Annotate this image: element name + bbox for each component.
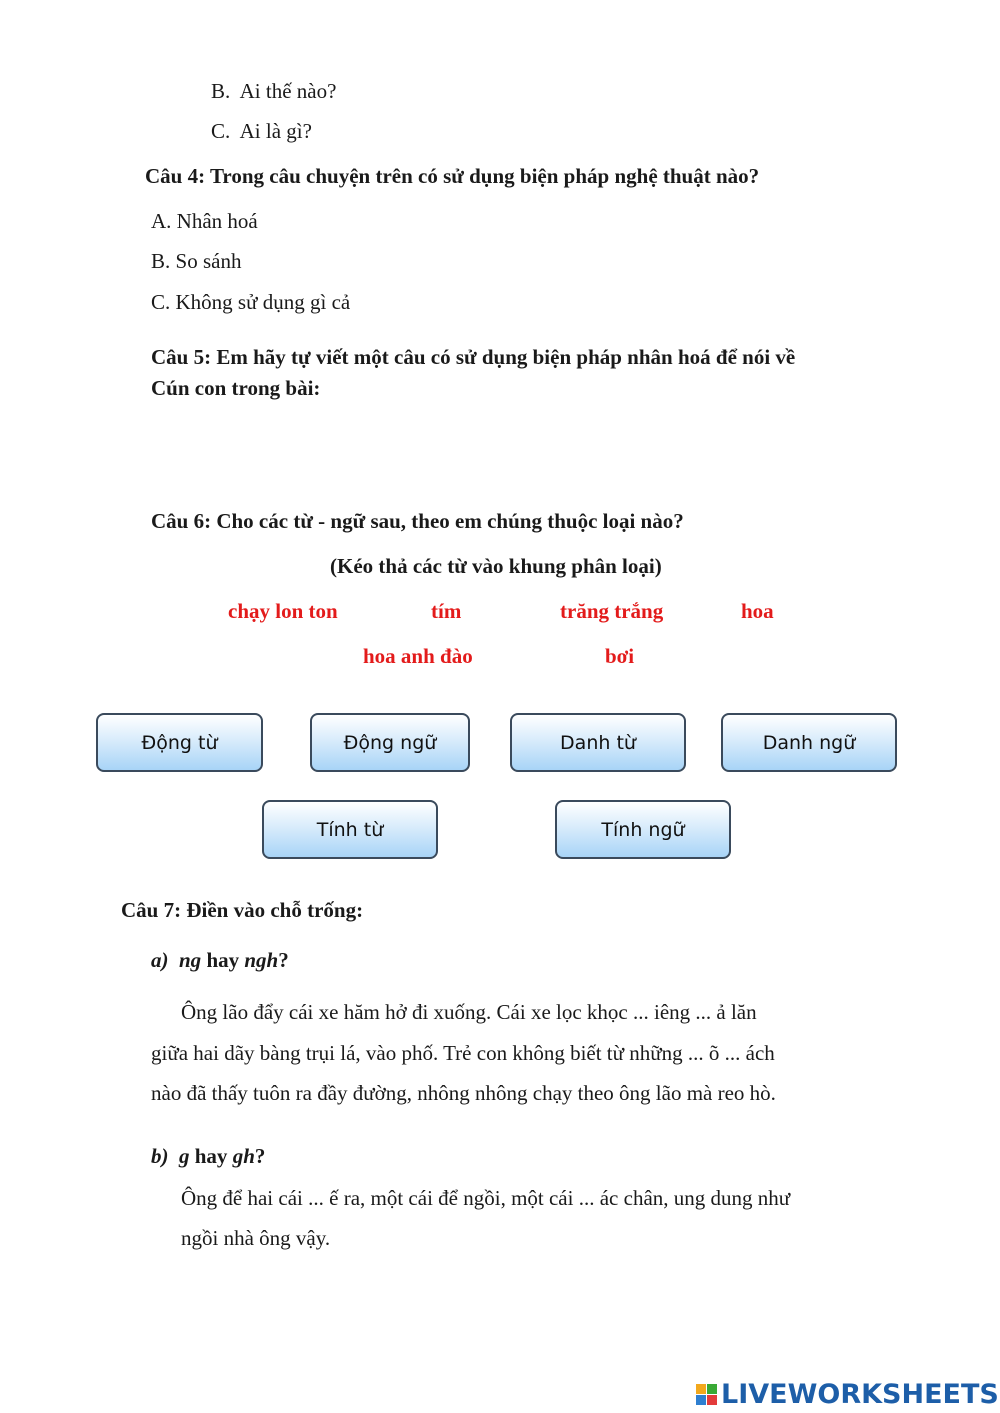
q7a-opt1: ng <box>179 948 202 972</box>
drop-box-danh-tu[interactable] <box>510 713 686 772</box>
option-letter: B. <box>211 79 231 103</box>
blank-field[interactable]: ... ách <box>724 1041 775 1065</box>
q7b-opt2: gh <box>232 1144 255 1168</box>
q7b-opt1: g <box>179 1144 190 1168</box>
q4-option-a[interactable] <box>151 209 258 234</box>
text: nào đã thấy tuôn ra đầy đường, nhông nhông chạy theo ông lão mà reo hò. <box>151 1081 776 1105</box>
q4-prompt: Câu 4: Trong câu chuyện trên có sử dụng biện pháp nghệ thuật nào? <box>145 164 760 188</box>
option-letter: B. <box>151 249 171 273</box>
q7b-qmark: ? <box>254 1144 266 1168</box>
option-text: Nhân hoá <box>176 209 258 233</box>
option-letter: C. <box>151 290 171 314</box>
drop-box-danh-ngu[interactable] <box>721 713 897 772</box>
q5-prompt-line2: Cún con trong bài: <box>151 376 321 400</box>
blank-field[interactable]: ... ác <box>578 1186 619 1210</box>
drop-box-tinh-ngu[interactable] <box>555 800 731 859</box>
q3-option-b[interactable] <box>211 79 336 104</box>
text: chân, ung dung như <box>618 1186 791 1210</box>
option-text: Ai thế nào? <box>239 79 337 103</box>
q5-prompt-line1: Câu 5: Em hãy tự viết một câu có sử dụng biện pháp nhân hoá để nói về <box>151 345 796 369</box>
drag-word-hoa[interactable]: hoa <box>741 599 774 623</box>
text: giữa hai dãy bàng trụi lá, vào phố. Trẻ con không biết từ những <box>151 1041 688 1065</box>
drop-box-tinh-tu[interactable] <box>262 800 438 859</box>
q7a-line3 <box>151 1073 776 1113</box>
q4-option-c[interactable] <box>151 290 350 315</box>
logo-blocks-icon <box>696 1384 717 1405</box>
drag-word-boi[interactable]: bơi <box>605 644 635 668</box>
text: Ông lão đẩy cái xe hăm hở đi xuống. Cái xe lọc khọc <box>181 1000 633 1024</box>
q7b-heading <box>151 1144 265 1169</box>
text: Ông để hai cái <box>181 1186 309 1210</box>
q7b-label: b) <box>151 1144 169 1168</box>
box-label: Danh từ <box>560 731 636 754</box>
drag-word-hoa-anh-dao[interactable]: hoa anh đào <box>363 644 473 668</box>
drag-word-trang-trang[interactable]: trăng trắng <box>560 599 664 623</box>
drag-word-tim[interactable]: tím <box>431 599 462 623</box>
box-label: Động từ <box>141 731 218 754</box>
q5-answer-area[interactable] <box>151 410 881 490</box>
q6-instruction: (Kéo thả các từ vào khung phân loại) <box>330 554 662 578</box>
q4-option-b[interactable] <box>151 249 241 274</box>
q7a-heading <box>151 948 289 973</box>
option-letter: A. <box>151 209 172 233</box>
blank-field[interactable]: ... iêng <box>633 1000 691 1024</box>
brand-name: LIVEWORKSHEETS <box>721 1378 999 1410</box>
q7b-line1 <box>181 1178 790 1218</box>
box-label: Động ngữ <box>343 731 437 754</box>
option-letter: C. <box>211 119 231 143</box>
q3-option-c[interactable] <box>211 119 312 144</box>
box-label: Danh ngữ <box>762 731 856 754</box>
blank-field[interactable]: ... ế <box>308 1186 339 1210</box>
text: ra, một cái để ngồi, một cái <box>338 1186 579 1210</box>
drop-box-dong-ngu[interactable] <box>310 713 470 772</box>
option-text: Ai là gì? <box>239 119 312 143</box>
blank-field[interactable]: ... õ <box>687 1041 720 1065</box>
q7a-qmark: ? <box>278 948 289 972</box>
liveworksheets-logo <box>696 1377 999 1411</box>
blank-field[interactable]: ... ả lăn <box>695 1000 757 1024</box>
box-label: Tính ngữ <box>601 818 685 841</box>
q7a-label: a) <box>151 948 169 972</box>
box-label: Tính từ <box>316 818 384 841</box>
q7b-line2: ngồi nhà ông vậy. <box>181 1226 331 1250</box>
q7a-line1 <box>181 992 757 1032</box>
q7a-hay: hay <box>206 948 240 972</box>
q7b-hay: hay <box>194 1144 228 1168</box>
option-text: So sánh <box>175 249 242 273</box>
q6-prompt: Câu 6: Cho các từ - ngữ sau, theo em chúng thuộc loại nào? <box>151 509 684 533</box>
drop-box-dong-tu[interactable] <box>96 713 263 772</box>
q7a-line2 <box>151 1033 775 1073</box>
q7a-opt2: ngh <box>244 948 279 972</box>
drag-word-chay-lon-ton[interactable]: chạy lon ton <box>228 599 338 623</box>
option-text: Không sử dụng gì cả <box>175 290 351 314</box>
q7-prompt: Câu 7: Điền vào chỗ trống: <box>121 898 364 922</box>
